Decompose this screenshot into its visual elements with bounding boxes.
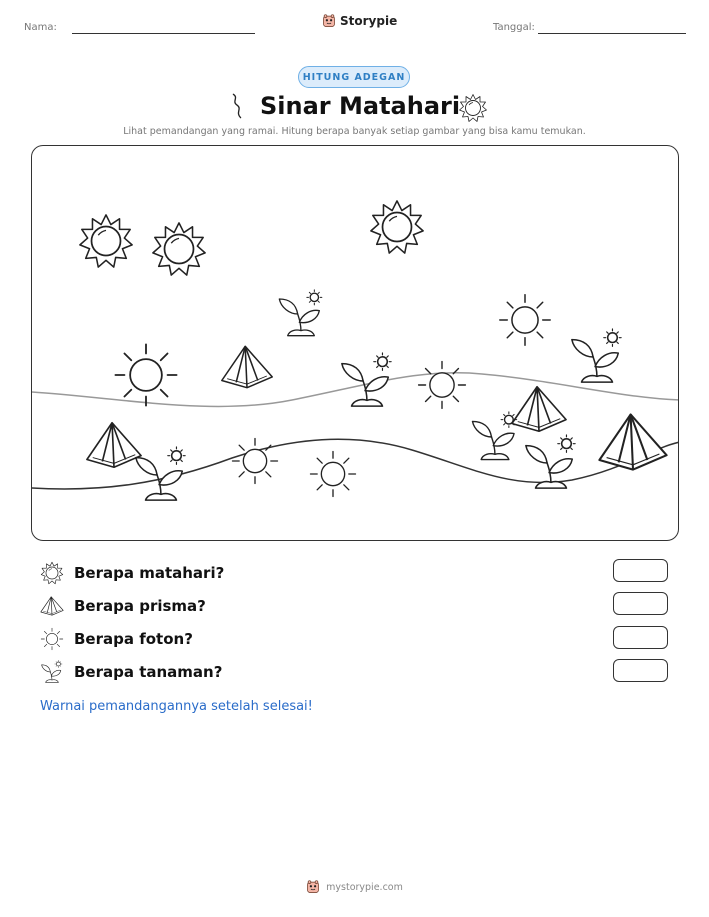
title-sun-icon — [458, 93, 488, 123]
worksheet-type-badge: HITUNG ADEGAN — [298, 66, 410, 88]
brand-name: Storypie — [340, 14, 398, 28]
answer-box-photons[interactable] — [613, 626, 668, 649]
name-label: Nama: — [24, 22, 57, 33]
question-text: Berapa foton? — [74, 630, 193, 648]
sun-icon — [153, 223, 205, 275]
prism-icon — [40, 594, 64, 618]
storypie-logo-icon — [322, 14, 336, 28]
brand — [322, 14, 397, 28]
sun-icon — [371, 201, 423, 253]
plant-icon — [279, 290, 322, 336]
plant-icon — [572, 329, 621, 382]
page-title: Sinar Matahari — [260, 92, 461, 120]
question-suns — [40, 561, 224, 585]
question-prisms — [40, 594, 206, 618]
name-field-line[interactable] — [72, 33, 255, 34]
prism-icon — [87, 423, 141, 467]
prism-icon — [599, 414, 666, 469]
photon-icon — [311, 452, 356, 497]
answer-box-plants[interactable] — [613, 659, 668, 682]
coloring-note: Warnai pemandangannya setelah selesai! — [40, 699, 313, 714]
question-text: Berapa tanaman? — [74, 663, 223, 681]
footer-url[interactable]: mystorypie.com — [326, 881, 403, 893]
sun-icon — [80, 215, 132, 267]
photon-icon — [233, 439, 278, 484]
question-text: Berapa matahari? — [74, 564, 225, 582]
date-field-line[interactable] — [538, 33, 686, 34]
storypie-logo-icon — [306, 880, 320, 894]
plant-icon — [472, 412, 516, 460]
plant-icon — [136, 447, 185, 500]
answer-box-suns[interactable] — [613, 559, 668, 582]
question-photons — [40, 627, 193, 651]
footer — [0, 880, 709, 894]
answer-box-prisms[interactable] — [613, 592, 668, 615]
question-plants — [40, 660, 222, 684]
photon-icon — [500, 295, 550, 345]
photon-icon — [40, 627, 64, 651]
question-text: Berapa prisma? — [74, 597, 206, 615]
photon-icon — [419, 362, 466, 409]
prism-icon — [222, 346, 272, 387]
counting-scene — [31, 145, 679, 541]
squiggle-icon — [228, 91, 246, 121]
photon-icon — [115, 344, 176, 405]
plant-icon — [40, 660, 64, 684]
plant-icon — [342, 353, 391, 406]
sun-icon — [40, 561, 64, 585]
instructions: Lihat pemandangan yang ramai. Hitung berapa banyak setiap gambar yang bisa kamu temukan. — [123, 126, 586, 137]
date-label: Tanggal: — [493, 22, 535, 33]
prism-icon — [512, 387, 566, 431]
